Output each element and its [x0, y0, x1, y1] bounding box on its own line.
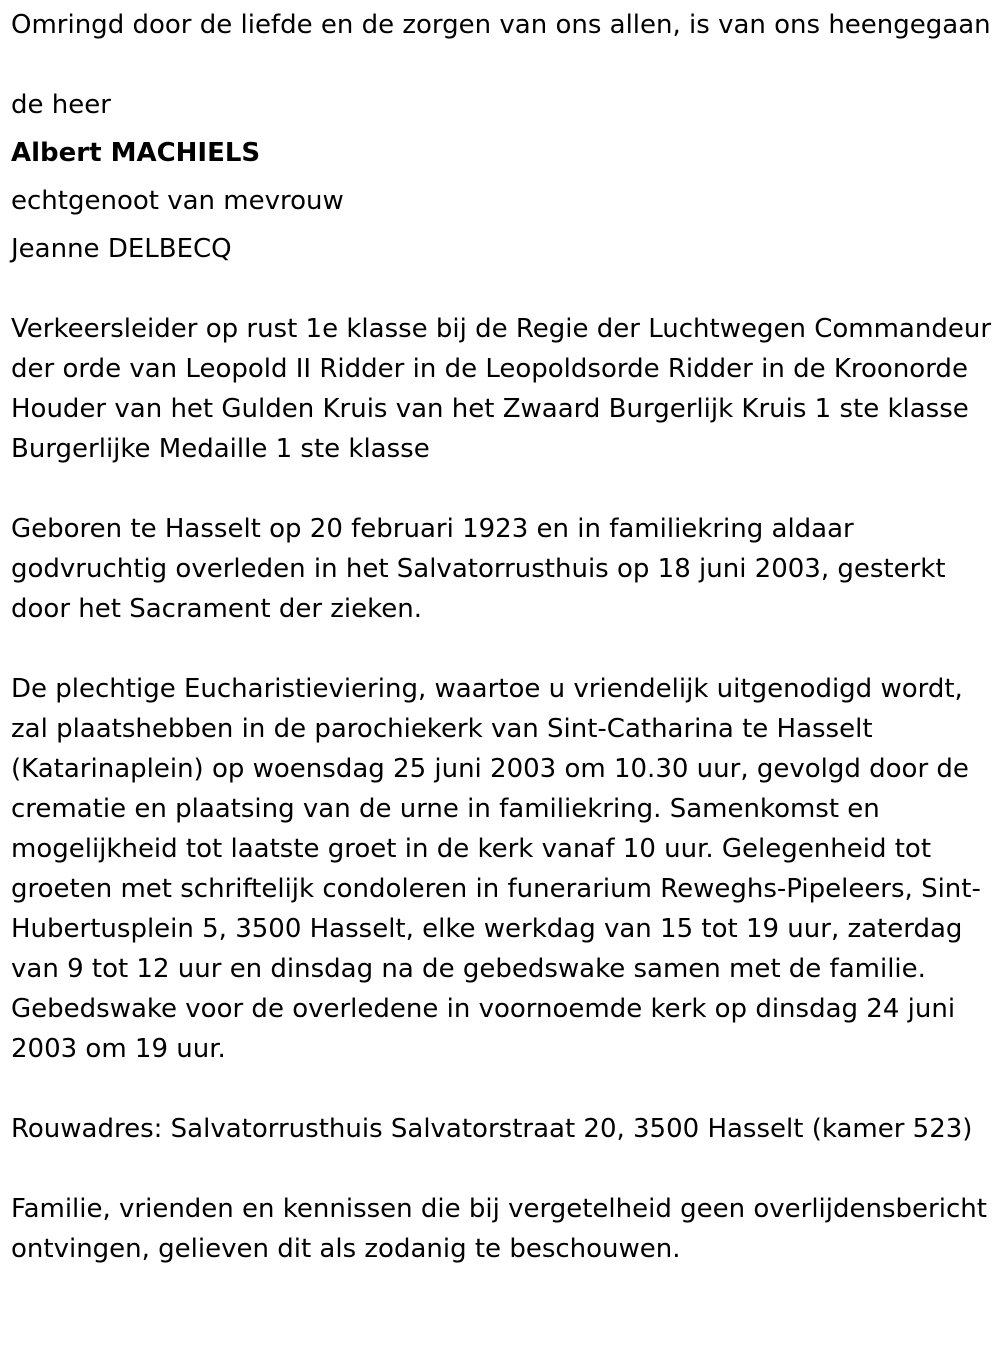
intro-text: Omringd door de liefde en de zorgen van ons allen, is van ons heengegaan	[11, 10, 991, 40]
spacer	[11, 1149, 996, 1189]
address-paragraph: Rouwadres: Salvatorrusthuis Salvatorstraat 20, 3500 Hasselt (kamer 523)	[11, 1114, 973, 1144]
obituary-notice	[11, 5, 996, 1269]
spouse-name: Jeanne DELBECQ	[11, 234, 232, 264]
closing-paragraph: Familie, vrienden en kennissen die bij vergetelheid geen overlijdensbericht ontvingen, gelieven dit als zodanig te beschouwen.	[11, 1194, 987, 1264]
spacer	[11, 1069, 996, 1109]
spacer	[11, 629, 996, 669]
spacer	[11, 269, 996, 309]
relation-text: echtgenoot van mevrouw	[11, 186, 344, 216]
salutation: de heer	[11, 90, 111, 120]
titles-paragraph: Verkeersleider op rust 1e klasse bij de Regie der Luchtwegen Commandeur der orde van Leopold II Ridder in de Leopoldsorde Ridder in de Kroonorde Houder van het Gulden Kruis van het Zwaard Burgerlijk Kruis 1 ste klasse Burgerlijke Medaille 1 ste klasse	[11, 314, 992, 464]
deceased-name: Albert MACHIELS	[11, 138, 261, 168]
spacer	[11, 469, 996, 509]
birth-death-paragraph: Geboren te Hasselt op 20 februari 1923 en in familiekring aldaar godvruchtig overleden in het Salvatorrusthuis op 18 juni 2003, gesterkt door het Sacrament der zieken.	[11, 514, 946, 624]
spacer	[11, 45, 996, 85]
ceremony-paragraph: De plechtige Eucharistieviering, waartoe u vriendelijk uitgenodigd wordt, zal plaatshebben in de parochiekerk van Sint-Catharina te Hasselt (Katarinaplein) op woensdag 25 juni 2003 om 10.30 uur, gevolgd door de crematie en plaatsing van de urne in familiekring. Samenkomst en mogelijkheid tot laatste groet in de kerk vanaf 10 uur. Gelegenheid tot groeten met schriftelijk condoleren in funerarium Reweghs-Pipeleers, Sint-Hubertusplein 5, 3500 Hasselt, elke werkdag van 15 tot 19 uur, zaterdag van 9 tot 12 uur en dinsdag na de gebedswake samen met de familie. Gebedswake voor de overledene in voornoemde kerk op dinsdag 24 juni 2003 om 19 uur.	[11, 674, 981, 1064]
